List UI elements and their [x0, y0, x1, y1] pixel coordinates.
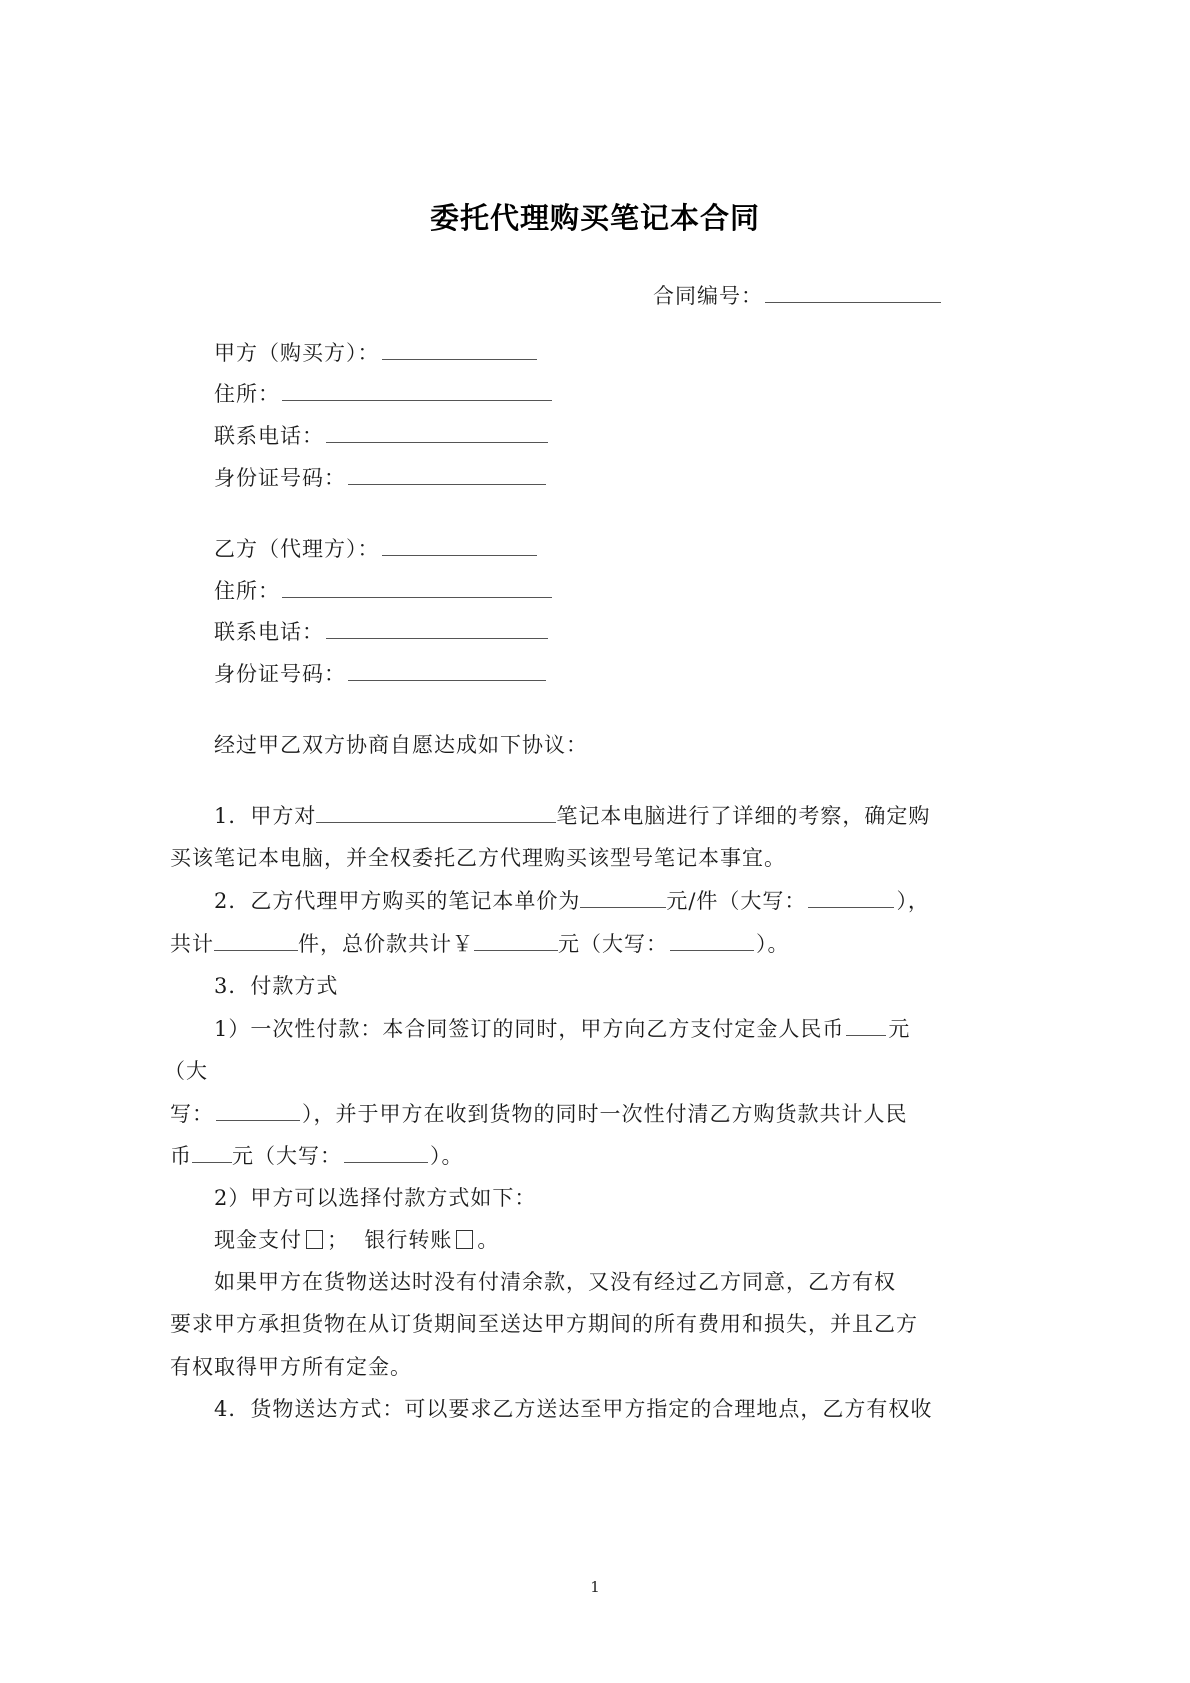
total-price-uppercase-field[interactable]: [670, 928, 754, 951]
clause-2-close: ），: [896, 889, 930, 913]
clause-3-p2: 2）甲方可以选择付款方式如下：: [214, 1186, 537, 1210]
total-payment-uppercase-field[interactable]: [344, 1140, 428, 1163]
uppercase-label: 写：: [170, 1102, 214, 1126]
bank-transfer-option-label: 银行转账: [364, 1228, 453, 1252]
party-b-phone-row: [214, 616, 550, 647]
party-b-phone-field[interactable]: [326, 616, 548, 639]
clause-2-prefix: 2．乙方代理甲方购买的笔记本单价为: [214, 889, 581, 913]
full-payment-text: ），并于甲方在收到货物的同时一次性付清乙方购货款共计人民: [302, 1102, 908, 1126]
clause-3-heading: 3．付款方式: [214, 974, 339, 998]
party-b-address-row: [214, 575, 554, 606]
clause-3-p1-line-1: [214, 1013, 910, 1044]
party-a-phone-label: 联系电话：: [214, 424, 324, 448]
party-b-phone-label: 联系电话：: [214, 620, 324, 644]
party-a-address-row: [214, 378, 554, 409]
cash-checkbox[interactable]: [306, 1230, 323, 1249]
deposit-uppercase-field[interactable]: [216, 1098, 300, 1121]
total-price-field[interactable]: [474, 928, 558, 951]
contract-number-label: 合同编号：: [653, 284, 763, 308]
bank-transfer-checkbox[interactable]: [456, 1230, 473, 1249]
clause-2-total-label: 共计: [170, 932, 214, 956]
clause-4-line-1: 4．货物送达方式：可以要求乙方送达至甲方指定的合理地点，乙方有权收: [214, 1397, 933, 1421]
party-a-address-label: 住所：: [214, 382, 280, 406]
clause-1-prefix: 1．甲方对: [214, 804, 317, 828]
clause-2-uppercase-label: 元（大写：: [558, 932, 668, 956]
options-end: 。: [477, 1228, 500, 1252]
deposit-text: 1）一次性付款：本合同签订的同时，甲方向乙方支付定金人民币: [214, 1017, 845, 1041]
party-b-address-label: 住所：: [214, 579, 280, 603]
party-a-id-row: [214, 462, 548, 493]
clause-1-suffix: 笔记本电脑进行了详细的考察，确定购: [556, 804, 931, 828]
party-a-id-field[interactable]: [348, 462, 546, 485]
clause-3-p1-line-2: （大: [164, 1059, 208, 1083]
clause-1-line-2: 买该笔记本电脑，并全权委托乙方代理购买该型号笔记本事宜。: [170, 846, 786, 870]
clause-3-p1-line-3: [170, 1098, 908, 1129]
clause-2-line-1: [214, 885, 930, 916]
unit-price-field[interactable]: [580, 885, 666, 908]
party-b-label: 乙方（代理方）：: [214, 537, 380, 561]
currency-label: 币: [170, 1144, 192, 1168]
party-b-id-label: 身份证号码：: [214, 662, 346, 686]
total-payment-field[interactable]: [192, 1140, 232, 1163]
party-b-id-row: [214, 658, 548, 689]
party-a-id-label: 身份证号码：: [214, 466, 346, 490]
penalty-line-3: 有权取得甲方所有定金。: [170, 1355, 412, 1379]
document-title: 委托代理购买笔记本合同: [429, 201, 760, 235]
agreement-intro: 经过甲乙双方协商自愿达成如下协议：: [214, 733, 588, 757]
cash-option-label: 现金支付: [214, 1228, 302, 1252]
unit-price-uppercase-field[interactable]: [808, 885, 894, 908]
contract-number-field[interactable]: [765, 280, 941, 303]
page-number: 1: [590, 1578, 600, 1596]
party-b-address-field[interactable]: [282, 575, 552, 598]
party-a-address-field[interactable]: [282, 378, 552, 401]
party-a-phone-row: [214, 420, 550, 451]
contract-number-row: [653, 280, 943, 311]
total-payment-uppercase-label: 元（大写：: [232, 1144, 342, 1168]
deposit-amount-field[interactable]: [846, 1013, 886, 1036]
party-a-label: 甲方（购买方）：: [214, 341, 380, 365]
party-a-row: [214, 337, 539, 368]
party-a-name-field[interactable]: [382, 337, 537, 360]
clause-1-line-1: [214, 800, 930, 831]
party-b-name-field[interactable]: [382, 533, 537, 556]
party-a-phone-field[interactable]: [326, 420, 548, 443]
clause-3-p1-end: ）。: [430, 1144, 464, 1168]
clause-2-unit: 元/件（大写：: [666, 889, 807, 913]
party-b-row: [214, 533, 539, 564]
penalty-line-2: 要求甲方承担货物在从订货期间至送达甲方期间的所有费用和损失，并且乙方: [170, 1312, 918, 1336]
clause-3-p1-line-4: [170, 1140, 464, 1171]
clause-2-total-price-label: 件，总价款共计￥: [298, 932, 474, 956]
laptop-model-field[interactable]: [316, 800, 556, 823]
quantity-field[interactable]: [214, 928, 298, 951]
deposit-yuan: 元: [888, 1017, 911, 1041]
penalty-line-1: 如果甲方在货物送达时没有付清余款，又没有经过乙方同意，乙方有权: [214, 1270, 896, 1294]
clause-2-line-2: [170, 928, 790, 959]
clause-2-end: ）。: [756, 932, 790, 956]
payment-options-row: [214, 1225, 499, 1255]
party-b-id-field[interactable]: [348, 658, 546, 681]
option-separator: ；: [327, 1228, 349, 1252]
